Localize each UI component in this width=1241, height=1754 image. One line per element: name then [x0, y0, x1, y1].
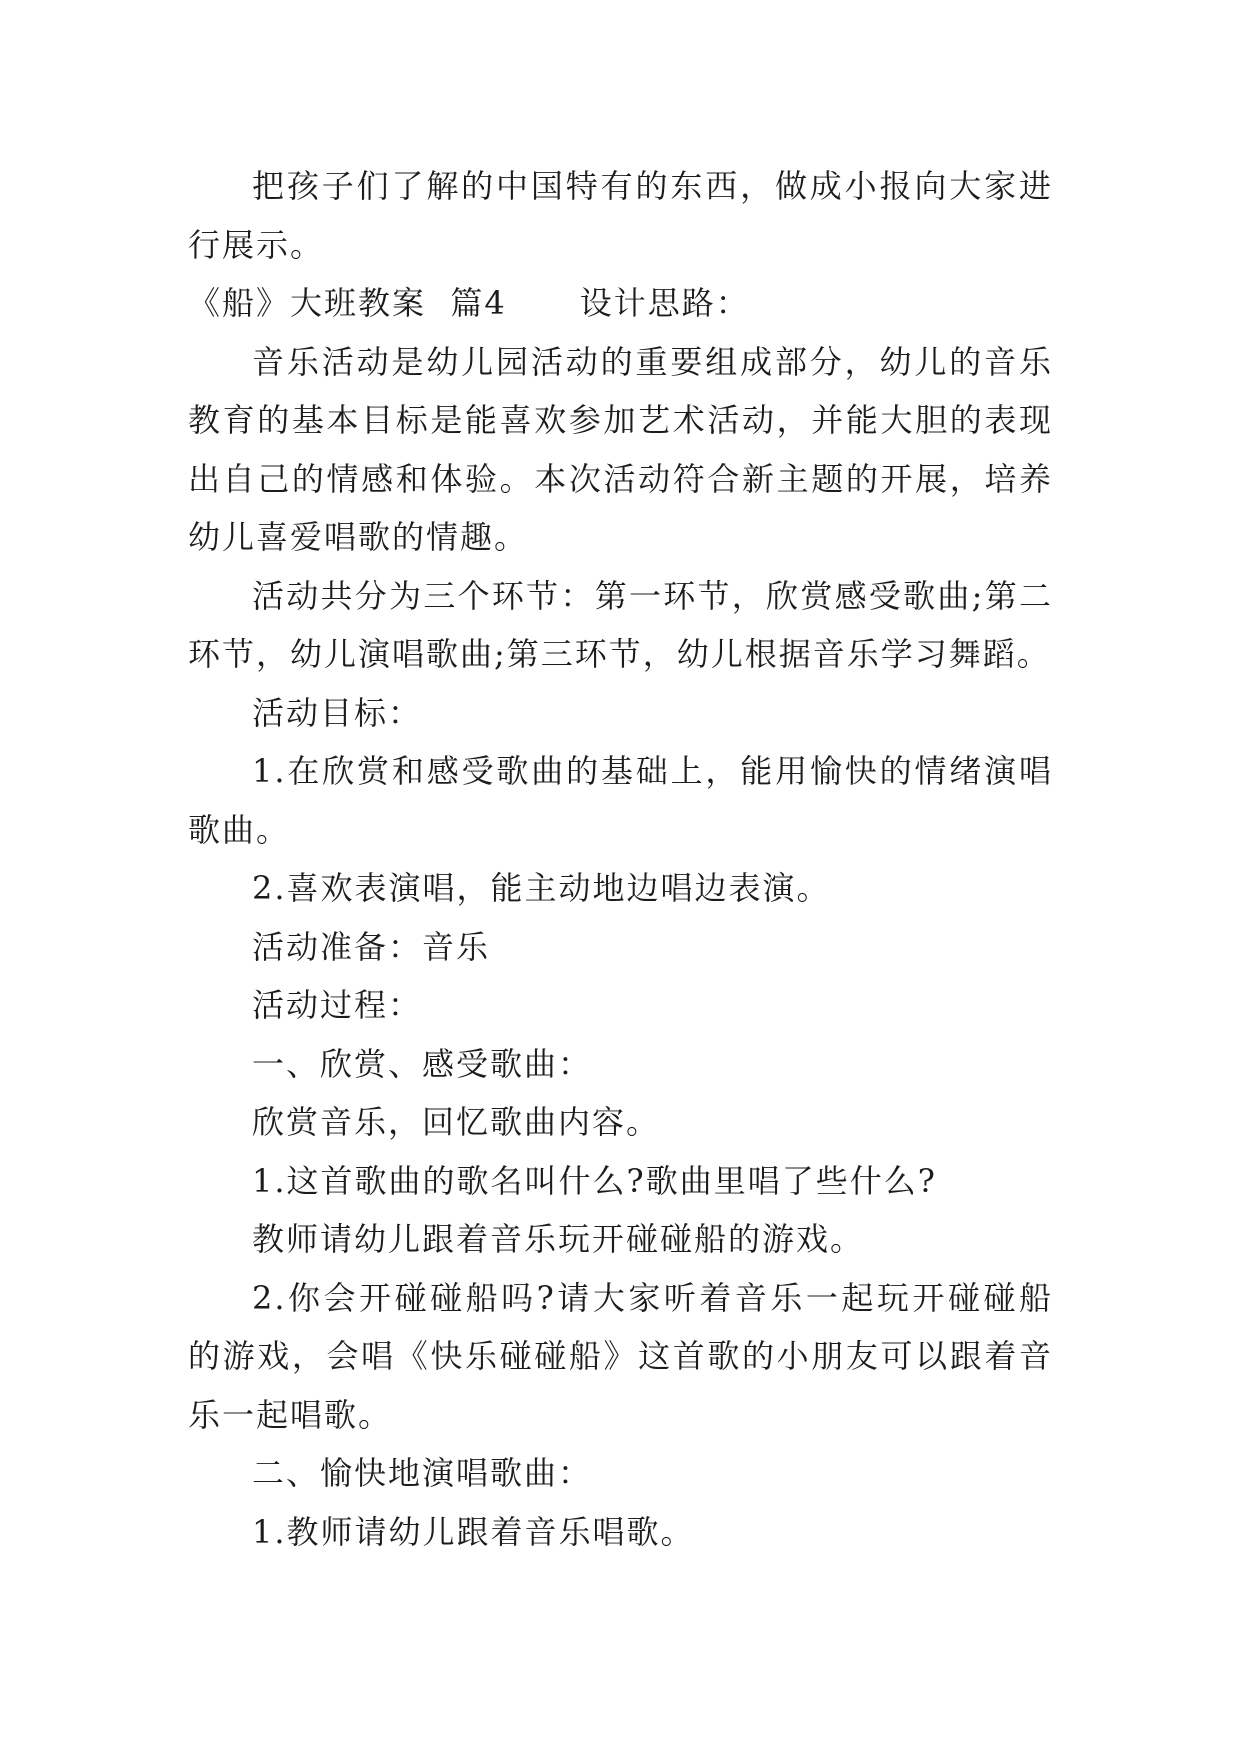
section-heading: 《船》大班教案 篇4 设计思路： [188, 284, 750, 322]
paragraph: 活动过程： [252, 986, 423, 1024]
paragraph: 一、欣赏、感受歌曲： [252, 1044, 593, 1083]
paragraph: 1.这首歌曲的歌名叫什么?歌曲里唱了些什么? [252, 1161, 937, 1200]
paragraph: 音乐活动是幼儿园活动的重要组成部分，幼儿的音乐教育的基本目标是能喜欢参加艺术活动，并能大胆的表现出自己的情感和体验。本次活动符合新主题的开展，培养幼儿喜爱唱歌的情趣。 [188, 342, 1053, 556]
paragraph: 2.喜欢表演唱，能主动地边唱边表演。 [252, 869, 831, 907]
paragraph: 教师请幼儿跟着音乐玩开碰碰船的游戏。 [252, 1220, 865, 1258]
paragraph: 二、愉快地演唱歌曲： [252, 1454, 593, 1492]
paragraph: 欣赏音乐，回忆歌曲内容。 [252, 1103, 661, 1141]
paragraph: 活动准备：音乐 [252, 927, 491, 966]
paragraph: 1.教师请幼儿跟着音乐唱歌。 [252, 1512, 695, 1551]
paragraph: 把孩子们了解的中国特有的东西，做成小报向大家进行展示。 [188, 167, 1053, 264]
paragraph: 活动目标： [252, 693, 423, 732]
paragraph: 活动共分为三个环节：第一环节，欣赏感受歌曲;第二环节，幼儿演唱歌曲;第三环节，幼儿根据音乐学习舞蹈。 [188, 576, 1053, 673]
paragraph: 1.在欣赏和感受歌曲的基础上，能用愉快的情绪演唱歌曲。 [188, 752, 1053, 849]
paragraph: 2.你会开碰碰船吗?请大家听着音乐一起玩开碰碰船的游戏，会唱《快乐碰碰船》这首歌的小朋友可以跟着音乐一起唱歌。 [188, 1278, 1053, 1434]
document-body [188, 157, 1053, 1561]
